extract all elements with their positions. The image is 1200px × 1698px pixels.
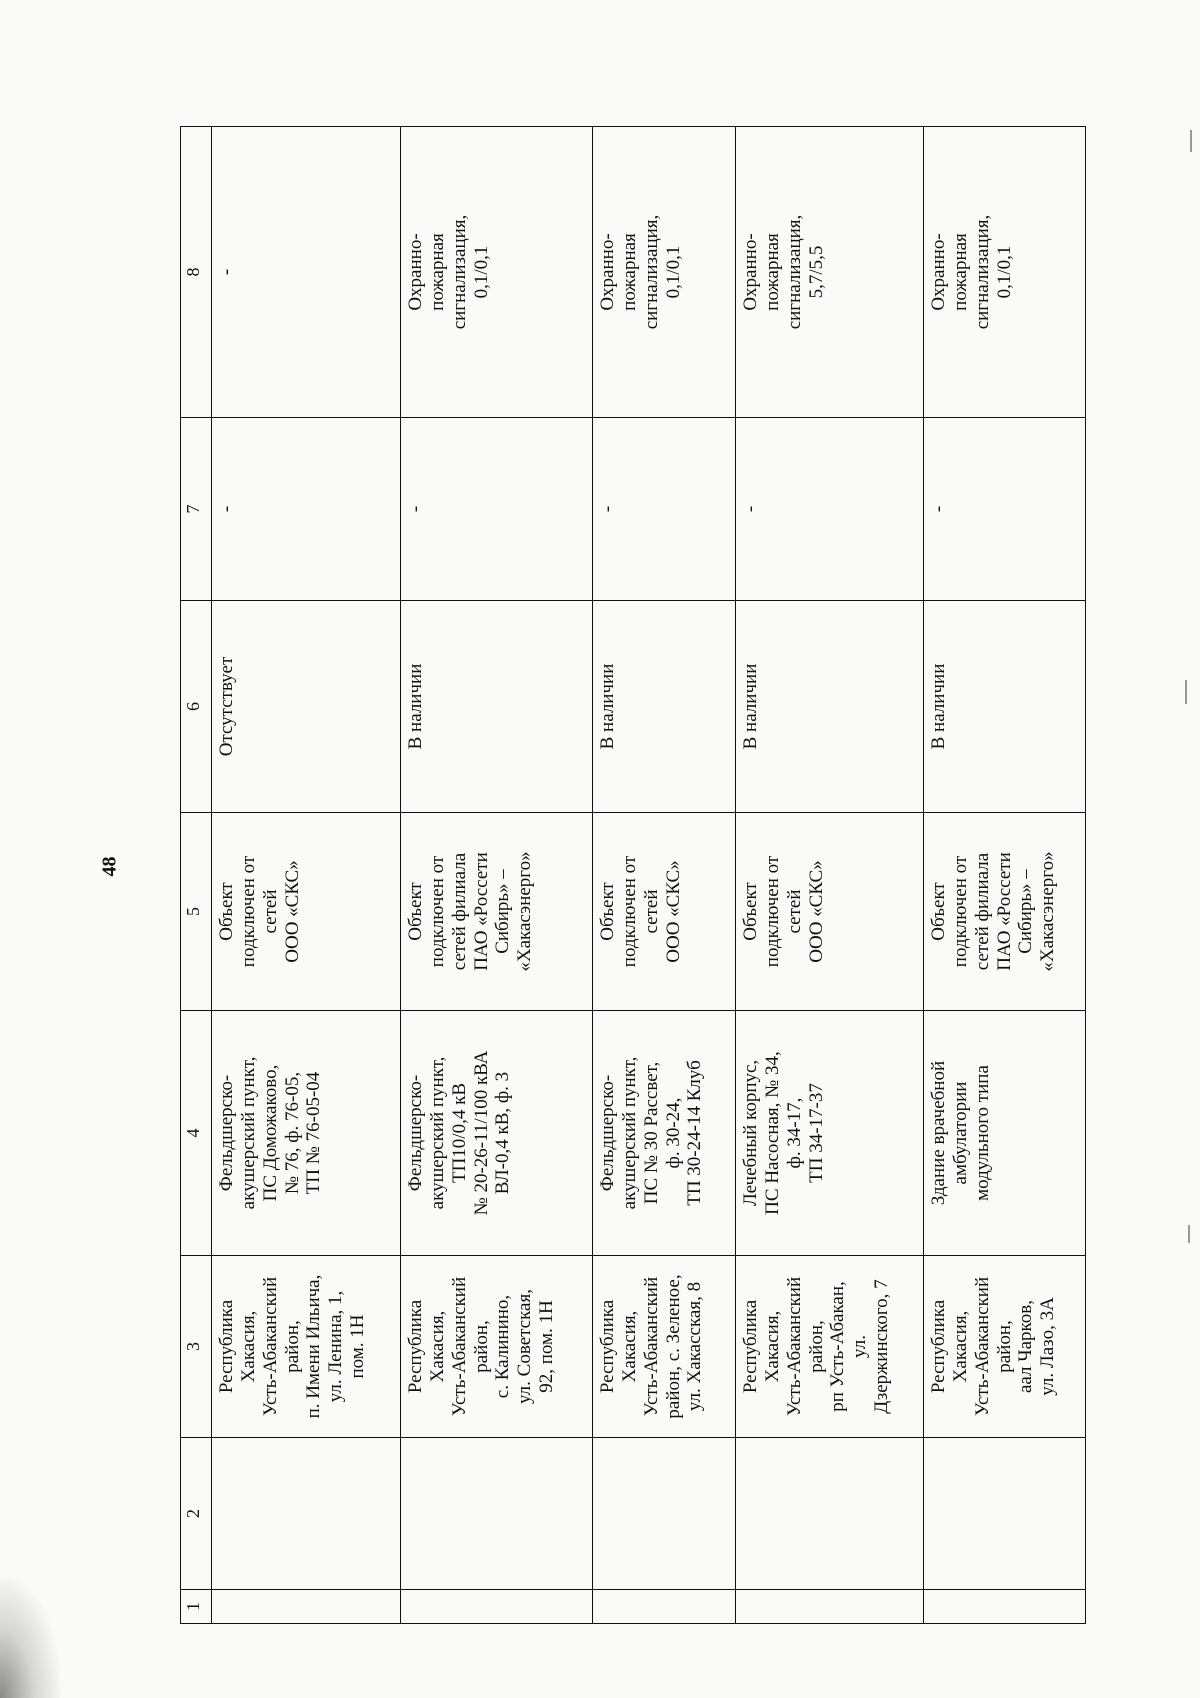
cell-address: Республика Хакасия, Усть-Абаканский район, п. Имени Ильича, ул. Ленина, 1, пом. 1Н — [212, 1256, 401, 1438]
cell-address: Республика Хакасия, Усть-Абаканский район, с. Зеленое, ул. Хакасская, 8 — [593, 1256, 736, 1438]
cell-connection: Объект подключен от сетей ООО «СКС» — [212, 813, 401, 1011]
header-cell: 3 — [181, 1256, 212, 1438]
page-number: 48 — [98, 856, 121, 877]
cell-object: Фельдшерско- акушерский пункт, ТП10/0,4 кВ № 20-26-11/100 кВА ВЛ-0,4 кВ, ф. 3 — [401, 1011, 593, 1256]
cell-connection: Объект подключен от сетей ООО «СКС» — [593, 813, 736, 1011]
scan-mark — [1188, 1225, 1190, 1243]
header-cell: 7 — [181, 418, 212, 601]
table-row — [736, 127, 924, 1624]
header-cell: 2 — [181, 1438, 212, 1590]
cell-name — [212, 1438, 401, 1590]
cell-number — [212, 1590, 401, 1624]
cell-name — [736, 1438, 924, 1590]
cell-object: Фельдшерско- акушерский пункт, ПС № 30 Рассвет, ф. 30-24, ТП 30-24-14 Клуб — [593, 1011, 736, 1256]
cell-object: Фельдшерско- акушерский пункт, ПС Доможаково, № 76, ф. 76-05, ТП № 76-05-04 — [212, 1011, 401, 1256]
table-row — [924, 127, 1086, 1624]
cell-col7: - — [593, 418, 736, 601]
table-row — [212, 127, 401, 1624]
cell-availability: В наличии — [593, 601, 736, 813]
table-row — [593, 127, 736, 1624]
scan-mark — [1185, 680, 1187, 704]
cell-alarm: - — [212, 127, 401, 418]
cell-availability: В наличии — [401, 601, 593, 813]
table-container — [180, 127, 1080, 1624]
cell-connection: Объект подключен от сетей филиала ПАО «Россети Сибирь» – «Хакасэнерго» — [401, 813, 593, 1011]
cell-address: Республика Хакасия, Усть-Абаканский район, рп Усть-Абакан, ул. Дзержинского, 7 — [736, 1256, 924, 1438]
cell-col7: - — [212, 418, 401, 601]
cell-name — [593, 1438, 736, 1590]
cell-object: Здание врачебной амбулатории модульного типа — [924, 1011, 1086, 1256]
scan-mark — [1190, 130, 1192, 152]
cell-number — [924, 1590, 1086, 1624]
cell-availability: В наличии — [736, 601, 924, 813]
cell-alarm: Охранно- пожарная сигнализация, 0,1/0,1 — [924, 127, 1086, 418]
cell-col7: - — [401, 418, 593, 601]
cell-address: Республика Хакасия, Усть-Абаканский район, с. Калинино, ул. Советская, 92, пом. 1Н — [401, 1256, 593, 1438]
cell-alarm: Охранно- пожарная сигнализация, 0,1/0,1 — [401, 127, 593, 418]
header-cell: 8 — [181, 127, 212, 418]
cell-connection: Объект подключен от сетей филиала ПАО «Россети Сибирь» – «Хакасэнерго» — [924, 813, 1086, 1011]
header-cell: 6 — [181, 601, 212, 813]
cell-connection: Объект подключен от сетей ООО «СКС» — [736, 813, 924, 1011]
scan-shadow — [0, 1578, 60, 1698]
data-table — [180, 126, 1086, 1624]
cell-alarm: Охранно- пожарная сигнализация, 0,1/0,1 — [593, 127, 736, 418]
cell-name — [924, 1438, 1086, 1590]
header-cell: 4 — [181, 1011, 212, 1256]
cell-col7: - — [736, 418, 924, 601]
cell-name — [401, 1438, 593, 1590]
header-cell: 5 — [181, 813, 212, 1011]
table-row — [401, 127, 593, 1624]
cell-availability: В наличии — [924, 601, 1086, 813]
cell-number — [401, 1590, 593, 1624]
cell-number — [736, 1590, 924, 1624]
cell-object: Лечебный корпус, ПС Насосная, № 34, ф. 34-17, ТП 34-17-37 — [736, 1011, 924, 1256]
cell-alarm: Охранно- пожарная сигнализация, 5,7/5,5 — [736, 127, 924, 418]
cell-availability: Отсутствует — [212, 601, 401, 813]
cell-address: Республика Хакасия, Усть-Абаканский район, аал Чарков, ул. Лазо, 3А — [924, 1256, 1086, 1438]
cell-number — [593, 1590, 736, 1624]
table-header-row — [181, 127, 212, 1624]
header-cell: 1 — [181, 1590, 212, 1624]
cell-col7: - — [924, 418, 1086, 601]
